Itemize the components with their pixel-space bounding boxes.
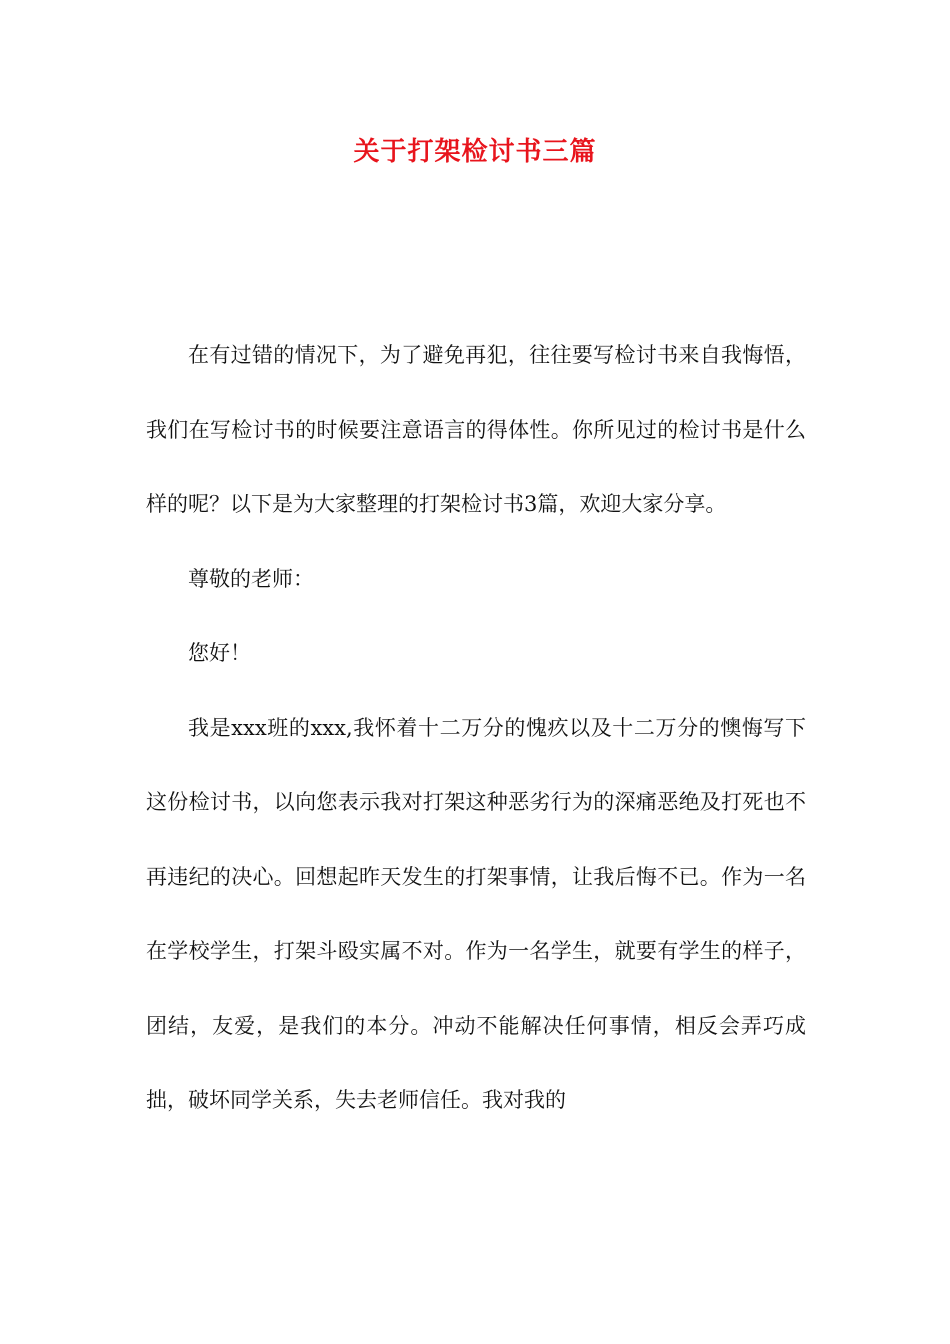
intro-paragraph: 在有过错的情况下，为了避免再犯，往往要写检讨书来自我悔悟，我们在写检讨书的时候要注意语言的得体性。你所见过的检讨书是什么样的呢？以下是为大家整理的打架检讨书3篇，欢迎大家分享。 [146,343,806,516]
greeting: 您好！ [188,641,251,665]
document-title: 关于打架检讨书三篇 [353,137,597,167]
document-body [146,318,806,1138]
salutation: 尊敬的老师： [188,566,314,591]
letter-body-paragraph: 我是xxx班的xxx,我怀着十二万分的愧疚以及十二万分的懊悔写下这份检讨书，以向您表示我对打架这种恶劣行为的深痛恶绝及打死也不再违纪的决心。回想起昨天发生的打架事情，让我后悔不已。作为一名在学校学生，打架斗殴实属不对。作为一名学生，就要有学生的样子，团结，友爱，是我们的本分。冲动不能解决任何事情，相反会弄巧成拙，破坏同学关系，失去老师信任。我对我的 [146,715,806,1112]
